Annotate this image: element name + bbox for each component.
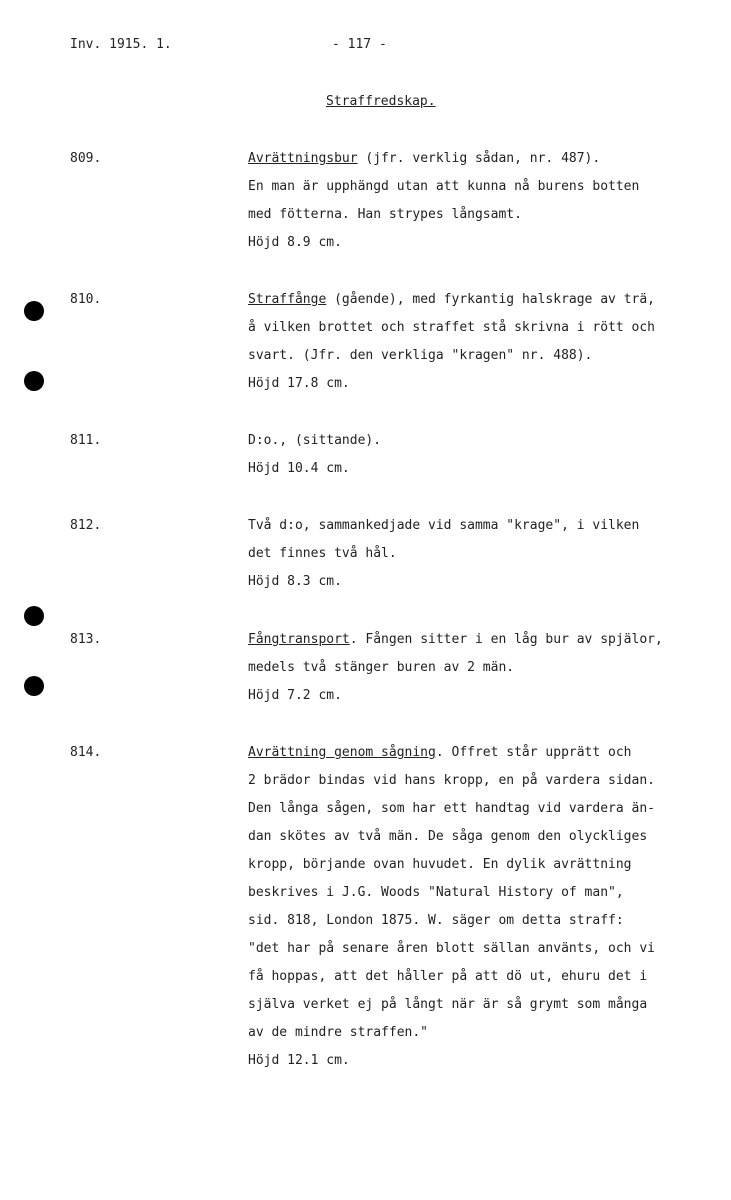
entry-number: 809. <box>70 151 102 166</box>
entry-heading: Straffånge <box>248 292 327 307</box>
entry-line: beskrives i J.G. Woods "Natural History of man", <box>248 885 624 900</box>
entry-line: å vilken brottet och straffet stå skrivna i rött och <box>248 320 655 335</box>
entry-line: det finnes två hål. <box>248 546 397 561</box>
entry-line: sid. 818, London 1875. W. säger om detta straff: <box>248 913 624 928</box>
entry-line: få hoppas, att det håller på att dö ut, ehuru det i <box>248 969 648 984</box>
entry-height: Höjd 12.1 cm. <box>248 1053 350 1068</box>
entry-number: 813. <box>70 632 102 647</box>
entry-line: Avrättning genom sågning. Offret står upprätt och <box>248 745 632 760</box>
entry-line: Fångtransport. Fången sitter i en låg bur av spjälor, <box>248 632 663 647</box>
entry-line: 2 brädor bindas vid hans kropp, en på vardera sidan. <box>248 773 655 788</box>
entry-line: D:o., (sittande). <box>248 433 382 448</box>
inventory-reference: Inv. 1915. 1. <box>70 37 172 52</box>
entry-line: kropp, börjande ovan huvudet. En dylik avrättning <box>248 857 632 872</box>
entry-line: Två d:o, sammankedjade vid samma "krage", i vilken <box>248 518 640 533</box>
entry-line: av de mindre straffen." <box>248 1025 429 1040</box>
punch-hole <box>24 606 44 626</box>
entry-line: medels två stänger buren av 2 män. <box>248 660 515 675</box>
entry-number: 810. <box>70 292 102 307</box>
entry-line: dan skötes av två män. De såga genom den olyckliges <box>248 829 648 844</box>
entry-line: med fötterna. Han strypes långsamt. <box>248 207 522 222</box>
entry-line: En man är upphängd utan att kunna nå burens botten <box>248 179 640 194</box>
entry-line: Avrättningsbur (jfr. verklig sådan, nr. 487). <box>248 151 601 166</box>
entry-line: Straffånge (gående), med fyrkantig halskrage av trä, <box>248 292 656 307</box>
entry-height: Höjd 8.9 cm. <box>248 235 342 250</box>
entry-height: Höjd 10.4 cm. <box>248 461 350 476</box>
entry-line: Den långa sågen, som har ett handtag vid vardera än- <box>248 801 655 816</box>
entry-height: Höjd 7.2 cm. <box>248 688 342 703</box>
entry-height: Höjd 17.8 cm. <box>248 376 350 391</box>
entry-number: 812. <box>70 518 102 533</box>
entry-line: svart. (Jfr. den verkliga "kragen" nr. 488). <box>248 348 593 363</box>
entry-number: 814. <box>70 745 102 760</box>
entry-line: "det har på senare åren blott sällan använts, och vi <box>248 941 655 956</box>
page-number: - 117 - <box>332 37 387 52</box>
entry-heading: Avrättning genom sågning <box>248 745 436 760</box>
entry-heading: Fångtransport <box>248 632 350 647</box>
punch-hole <box>24 676 44 696</box>
entry-heading: Avrättningsbur <box>248 151 358 166</box>
page-title: Straffredskap. <box>326 94 436 109</box>
entry-number: 811. <box>70 433 102 448</box>
entry-line: själva verket ej på långt när är så grymt som många <box>248 997 648 1012</box>
punch-hole <box>24 371 44 391</box>
entry-height: Höjd 8.3 cm. <box>248 574 342 589</box>
punch-hole <box>24 301 44 321</box>
